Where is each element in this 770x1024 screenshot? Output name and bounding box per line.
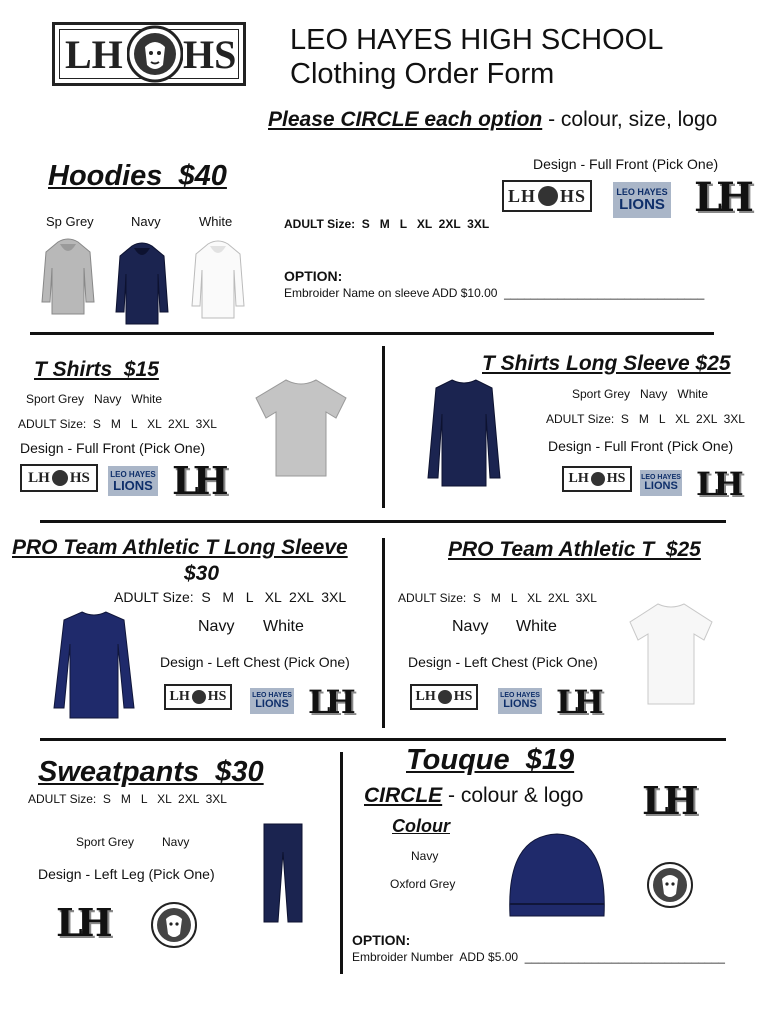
lions-line1: LEO HAYES (616, 187, 668, 197)
hoodie-option-text: Embroider Name on sleeve ADD $10.00 ______________________________ (284, 286, 705, 300)
lions-line2: LIONS (644, 480, 678, 492)
form-title: Clothing Order Form (290, 58, 555, 90)
divider-3 (40, 738, 726, 741)
tshirt-long-logo-lhhs[interactable] (562, 466, 632, 492)
hoodie-white-image (190, 240, 246, 320)
lions-line1: LEO HAYES (500, 692, 540, 699)
lion-head-icon (127, 25, 183, 83)
touque-title: Touque $19 (406, 744, 575, 776)
pro-short-design-label: Design - Left Chest (Pick One) (408, 654, 598, 670)
divider-v-3 (340, 752, 343, 974)
lions-line2: LIONS (503, 698, 537, 710)
pro-long-logo-block-lh[interactable]: LH (308, 683, 351, 721)
pro-short-colour-navy: Navy (452, 618, 489, 635)
sweatpants-navy-image (262, 822, 304, 926)
pro-short-white-image (628, 602, 714, 706)
touque-circle-rest: - colour & logo (442, 784, 584, 807)
lions-line2: LIONS (255, 698, 289, 710)
tshirt-long-navy-image (426, 378, 502, 490)
logo-hs-text: HS (207, 689, 227, 704)
touque-lion-head-icon[interactable] (646, 860, 694, 910)
sweatpants-colour-grey: Sport Grey (76, 835, 135, 849)
lion-badge-icon (538, 186, 558, 206)
hoodie-colour-white: White (199, 214, 233, 229)
hoodie-logo-lhhs[interactable] (502, 180, 592, 212)
lions-line1: LEO HAYES (252, 692, 292, 699)
hoodie-size-label: ADULT Size: S M L XL 2XL 3XL (284, 217, 490, 231)
touque-logo-block-lh[interactable]: LH (642, 778, 693, 823)
sweatpants-title: Sweatpants $30 (38, 756, 264, 788)
hoodie-colour-grey: Sp Grey (46, 214, 94, 229)
lions-line1: LEO HAYES (641, 474, 681, 481)
touque-option-text: Embroider Number ADD $5.00 ______________________________ (352, 950, 725, 964)
sweatpants-logo-block-lh[interactable]: LH (56, 900, 107, 945)
tshirt-long-design-label: Design - Full Front (Pick One) (548, 438, 734, 454)
tshirt-design-label: Design - Full Front (Pick One) (20, 440, 206, 456)
tshirt-logo-lions[interactable] (108, 466, 158, 496)
divider-v-1 (382, 346, 385, 508)
tshirts-long-title: T Shirts Long Sleeve $25 (482, 352, 731, 375)
pro-long-colour-white: White (263, 618, 304, 635)
pro-short-title: PRO Team Athletic T $25 (448, 538, 701, 561)
touque-navy-image (506, 830, 608, 922)
logo-lh-text: LH (169, 689, 190, 704)
lion-badge-icon (438, 690, 452, 704)
tshirt-size-label: ADULT Size: S M L XL 2XL 3XL (18, 417, 217, 431)
divider-1 (30, 332, 714, 335)
logo-text-left: LH (65, 32, 123, 77)
touque-circle-emphasis: CIRCLE (364, 784, 443, 807)
tshirts-title: T Shirts $15 (34, 358, 159, 381)
lion-badge-icon (192, 690, 206, 704)
instruction-rest: - colour, size, logo (542, 108, 718, 131)
tshirt-colours: Sport Grey Navy White (26, 392, 163, 406)
pro-long-colour-navy: Navy (198, 618, 235, 635)
pro-long-navy-image (52, 610, 136, 720)
logo-lh-text: LH (28, 469, 50, 486)
sweatpants-design-label: Design - Left Leg (Pick One) (38, 866, 215, 882)
pro-long-title-line2: $30 (184, 562, 220, 585)
logo-hs-text: HS (560, 185, 587, 206)
hoodie-design-label: Design - Full Front (Pick One) (533, 156, 719, 172)
sweatpants-lion-head-icon[interactable] (150, 900, 198, 950)
lion-badge-icon (591, 472, 605, 486)
pro-long-logo-lions[interactable] (250, 688, 294, 714)
sweatpants-size-label: ADULT Size: S M L XL 2XL 3XL (28, 792, 227, 806)
logo-lh-text: LH (507, 185, 536, 206)
logo-text-right: HS (183, 32, 237, 77)
pro-short-colour-white: White (516, 618, 557, 635)
lions-line2: LIONS (619, 196, 665, 213)
lion-badge-icon (52, 470, 68, 486)
touque-instruction (364, 784, 583, 808)
logo-lh-text: LH (568, 471, 589, 486)
lions-line1: LEO HAYES (110, 469, 156, 479)
hoodies-title: Hoodies $40 (48, 160, 227, 192)
hoodie-grey-image (40, 238, 96, 316)
pro-long-title-line1: PRO Team Athletic T Long Sleeve (12, 536, 348, 559)
instruction (268, 108, 717, 132)
tshirt-long-colours: Sport Grey Navy White (572, 387, 709, 401)
hoodie-navy-image (114, 242, 170, 326)
hoodie-option-label: OPTION: (284, 268, 343, 284)
divider-v-2 (382, 538, 385, 728)
logo-hs-text: HS (606, 471, 626, 486)
pro-short-logo-lhhs[interactable] (410, 684, 478, 710)
sweatpants-colour-navy: Navy (162, 835, 190, 849)
pro-long-design-label: Design - Left Chest (Pick One) (160, 654, 350, 670)
pro-short-logo-lions[interactable] (498, 688, 542, 714)
touque-colour-heading: Colour (392, 816, 450, 836)
tshirt-long-size-label: ADULT Size: S M L XL 2XL 3XL (546, 412, 745, 426)
lions-line2: LIONS (113, 477, 153, 493)
pro-short-size-label: ADULT Size: S M L XL 2XL 3XL (398, 591, 597, 605)
tshirt-long-logo-lions[interactable] (640, 470, 682, 496)
pro-short-logo-block-lh[interactable]: LH (556, 683, 599, 721)
hoodie-colour-navy: Navy (131, 214, 161, 229)
hoodie-logo-lions[interactable] (613, 182, 671, 218)
touque-colour-navy: Navy (411, 849, 439, 863)
logo-lh-text: LH (415, 689, 436, 704)
school-logo (52, 22, 246, 86)
pro-long-size-label: ADULT Size: S M L XL 2XL 3XL (114, 589, 347, 605)
logo-hs-text: HS (69, 469, 90, 486)
instruction-emphasis: Please CIRCLE each option (268, 108, 543, 131)
divider-2 (40, 520, 726, 523)
school-name: LEO HAYES HIGH SCHOOL (290, 24, 664, 56)
tshirt-long-logo-block-lh[interactable]: LH (696, 465, 739, 503)
tshirt-logo-lhhs[interactable] (20, 464, 98, 492)
hoodie-logo-block-lh[interactable]: LH (694, 174, 748, 221)
tshirt-grey-image (254, 378, 348, 478)
tshirt-logo-block-lh[interactable]: LH (172, 458, 223, 503)
pro-long-logo-lhhs[interactable] (164, 684, 232, 710)
logo-hs-text: HS (453, 689, 473, 704)
touque-colour-grey: Oxford Grey (390, 877, 456, 891)
touque-option-label: OPTION: (352, 932, 411, 948)
